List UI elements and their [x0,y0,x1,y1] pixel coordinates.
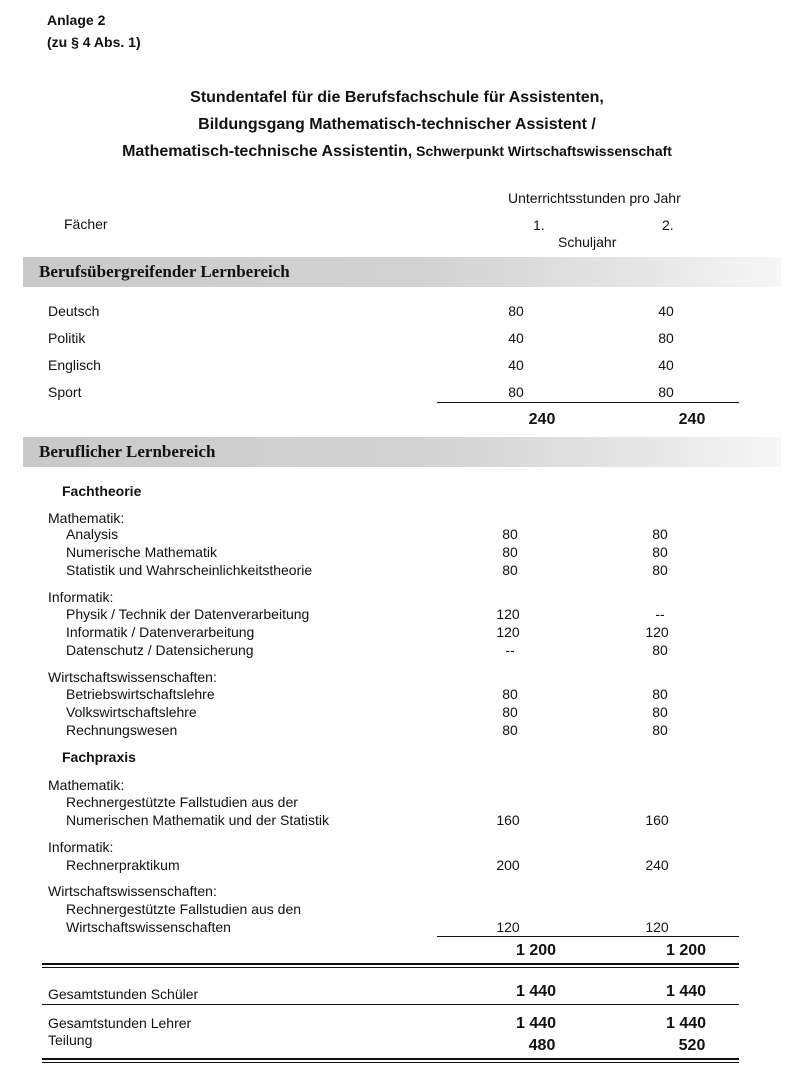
year-1-hours: 80 [508,384,524,400]
group-title: Informatik: [48,839,114,855]
double-rule-top [42,963,739,965]
total-students-label: Gesamtstunden Schüler [48,986,199,1002]
subtotal-rule [437,402,739,403]
year-2-hours: 80 [652,722,668,738]
subject-label: Rechnergestützte Fallstudien aus der [66,794,298,810]
subject-label: Physik / Technik der Datenverarbeitung [66,606,310,622]
group-title: Mathematik: [48,777,125,793]
year-2-hours: 80 [652,544,668,560]
double-rule-top [42,1058,739,1060]
section-total-year-2: 240 [678,411,706,428]
school-year-header: Schuljahr [558,234,617,250]
group-title: Wirtschaftswissenschaften: [48,883,217,899]
year-1-hours: 80 [508,303,524,319]
section-total-year-1: 1 200 [515,942,557,959]
year-2-hours: 240 [645,857,669,873]
subject-label: Datenschutz / Datensicherung [66,642,254,658]
year-1-hours: 120 [496,919,520,935]
subtotal-rule [437,936,739,937]
double-rule-bottom [42,1062,739,1063]
subject-label: Informatik / Datenverarbeitung [66,624,255,640]
annex-label: Anlage 2 [47,12,106,28]
year-2-hours: -- [655,606,665,622]
year-2-hours: 80 [658,384,674,400]
subheading-practice: Fachpraxis [62,749,136,765]
year-1-hours: 80 [502,686,518,702]
year-1-hours: -- [505,642,515,658]
total-teachers-year-1: 1 440 [515,1015,557,1032]
group-title: Mathematik: [48,510,125,526]
year-2-hours: 80 [652,562,668,578]
total-rule [42,1004,739,1005]
subject-label: Betriebswirtschaftslehre [66,686,215,702]
year-1-hours: 80 [502,544,518,560]
subject-label: Rechnerpraktikum [66,857,180,873]
division-label: Teilung [48,1032,93,1048]
total-students-year-2: 1 440 [665,983,707,1000]
annex-reference: (zu § 4 Abs. 1) [47,34,141,50]
year-1-hours: 80 [502,562,518,578]
title-line-2: Bildungsgang Mathematisch-technischer Assistent / [198,116,596,133]
subject-label: Numerischen Mathematik und der Statistik [66,812,329,828]
year-2-hours: 80 [652,686,668,702]
subjects-header: Fächer [64,216,108,232]
subject-label: Deutsch [48,303,100,319]
subject-label: Volkswirtschaftslehre [66,704,197,720]
hours-per-year-header: Unterrichtsstunden pro Jahr [508,190,681,206]
year-2-hours: 120 [645,624,669,640]
total-teachers-year-2: 1 440 [665,1015,707,1032]
group-title: Informatik: [48,589,114,605]
section-title-general: Berufsübergreifender Lernbereich [39,262,290,281]
year-1-hours: 120 [496,606,520,622]
title-line-3 [0,143,794,161]
division-year-1: 480 [528,1037,556,1054]
section-title-vocational: Beruflicher Lernbereich [39,442,216,461]
subject-label: Rechnergestützte Fallstudien aus den [66,901,302,917]
section-band-vocational [23,437,781,467]
subject-label: Wirtschaftswissenschaften [66,919,231,935]
subject-label: Analysis [66,526,119,542]
title-line-1: Stundentafel für die Berufsfachschule für Assistenten, [190,89,604,106]
year-2-hours: 40 [658,303,674,319]
year-2-hours: 80 [652,704,668,720]
section-band-general [23,257,781,287]
title-line-3-rest: Schwerpunkt Wirtschaftswissenschaft [412,143,672,159]
total-teachers-label: Gesamtstunden Lehrer [48,1015,192,1031]
total-students-year-1: 1 440 [515,983,557,1000]
year-1-header: 1. [533,217,545,233]
title-line-3-bold: Mathematisch-technische Assistentin, [122,143,413,160]
year-2-hours: 40 [658,357,674,373]
subject-label: Rechnungswesen [66,722,178,738]
year-1-hours: 200 [496,857,520,873]
year-1-hours: 120 [496,624,520,640]
section-total-year-2: 1 200 [665,942,707,959]
year-2-hours: 80 [652,526,668,542]
year-2-header: 2. [662,217,674,233]
double-rule-bottom [42,967,739,968]
subject-label: Englisch [48,357,101,373]
year-1-hours: 40 [508,330,524,346]
section-total-year-1: 240 [528,411,556,428]
division-year-2: 520 [678,1037,706,1054]
group-title: Wirtschaftswissenschaften: [48,669,217,685]
year-1-hours: 40 [508,357,524,373]
year-2-hours: 120 [645,919,669,935]
year-2-hours: 160 [645,812,669,828]
year-1-hours: 80 [502,722,518,738]
year-1-hours: 160 [496,812,520,828]
year-1-hours: 80 [502,526,518,542]
subject-label: Politik [48,330,86,346]
subheading-theory: Fachtheorie [62,483,142,499]
year-2-hours: 80 [658,330,674,346]
year-2-hours: 80 [652,642,668,658]
subject-label: Statistik und Wahrscheinlichkeitstheorie [66,562,313,578]
year-1-hours: 80 [502,704,518,720]
subject-label: Sport [48,384,82,400]
subject-label: Numerische Mathematik [66,544,217,560]
